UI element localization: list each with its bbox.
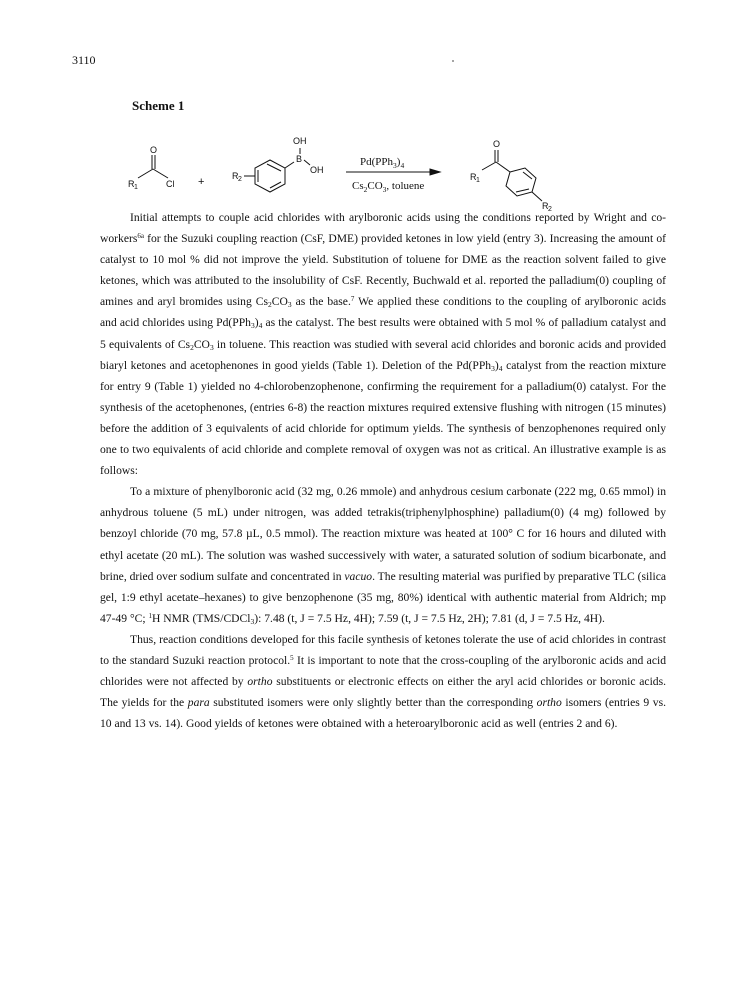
product-r2-subscript: 2 <box>548 206 552 213</box>
ketone-product-structure <box>482 150 542 201</box>
carbonyl-oxygen-label: O <box>150 145 158 155</box>
paragraph-initial-attempts: Initial attempts to couple acid chlorides with arylboronic acids using the conditions reported by Wright and co-workers$^{6a}$ for the Suzuki coupling reaction (CsF, DME) provided ketones in low yield (entry 3). Increasing the amount of catalyst to 10 mol % did not improve the yield. Substitution of toluene for DME as the reaction solvent failed to give ketones, which was attributed to the insolubility of CsF. Recently, Buchwald et al. reported the palladium(0) coupling of amines and aryl bromides using $Cs_2CO_3$ as the base.$^7$ We applied these conditions to the coupling of arylboronic acids and acid chlorides using $Pd(PPh_3)_4$ as the catalyst. The best results were obtained with 5 mol % of palladium catalyst and 5 equivalents of $Cs_2CO_3$ in toluene. This reaction was studied with several acid chlorides and boronic acids and provided biaryl ketones and acetophenones in good yields (Table 1). Deletion of the $Pd(PPh_3)_4$ catalyst from the reaction mixture for entry 9 (Table 1) yielded no 4-chlorobenzophenone, confirming the requirement for a palladium(0) catalyst. For the synthesis of the acetophenones, (entries 6-8) the reaction mixtures required extensive flushing with nitrogen (15 minutes) before the addition of 3 equivalents of acid chloride for optimum yields. The synthesis of benzophenones required only one to two equivalents of acid chloride and complete removal of oxygen was not as critical. An illustrative example is as follows: <box>100 211 667 478</box>
chlorine-label: Cl <box>166 179 175 189</box>
boronic-oh-top-label: OH <box>293 136 307 146</box>
product-r1-subscript: 1 <box>476 177 480 184</box>
r1-subscript: 1 <box>134 184 138 191</box>
scheme-title: Scheme 1 <box>132 98 185 113</box>
page-number: 3110 <box>72 53 96 67</box>
product-r1-label: R <box>470 172 477 182</box>
boron-label: B <box>296 154 303 164</box>
paragraph-conclusion: Thus, reaction conditions developed for this facile synthesis of ketones tolerate the use of acid chlorides in contrast to the standard Suzuki reaction protocol.$^5$ It is important to note that the cross-coupling of the arylboronic acids and acid chlorides were not affected by ortho substituents or electronic effects on either the aryl acid chlorides or boronic acids. The yields for the para substituted isomers were only slightly better than the corresponding ortho isomers (entries 9 vs. 10 and 13 vs. 14). Good yields of ketones were obtained with a heteroarylboronic acid as well (entries 2 and 6). <box>100 632 666 731</box>
plus-sign: + <box>198 176 205 188</box>
r2-label: R <box>232 171 239 181</box>
product-r2-label: R <box>542 201 549 211</box>
reagent-below: $Cs_2CO_3$, toluene <box>352 180 425 194</box>
r2-subscript: 2 <box>238 176 242 183</box>
article-body <box>100 207 666 734</box>
product-oxygen-label: O <box>493 139 501 149</box>
acid-chloride-structure <box>138 155 168 178</box>
paragraph-experimental-example: To a mixture of phenylboronic acid (32 mg, 0.26 mmole) and anhydrous cesium carbonate (222 mg, 0.65 mmol) in anhydrous toluene (5 mL) under nitrogen, was added tetrakis(triphenylphosphine) palladium(0) (4 mg) followed by benzoyl chloride (70 mg, 57.8 µL, 0.5 mmol). The reaction mixture was heated at 100° C for 16 hours and diluted with ethyl acetate (20 mL). The solution was washed successively with water, a saturated solution of sodium bicarbonate, and brine, dried over sodium sulfate and concentrated in vacuo. The resulting material was purified by preparative TLC (silica gel, 1:9 ethyl acetate–hexanes) to give benzophenone (35 mg, 80%) identical with authentic material from Aldrich; mp 47-49 °C; $^1$H NMR (TMS/CDCl$_3$): 7.48 (t, J = 7.5 Hz, 4H); 7.59 (t, J = 7.5 Hz, 2H); 7.81 (d, J = 7.5 Hz, 4H). <box>100 485 666 626</box>
boronic-oh-right-label: OH <box>310 165 324 175</box>
reagent-above: $Pd(PPh_3)_4$ <box>360 156 405 170</box>
stray-mark <box>452 60 454 62</box>
r1-label: R <box>128 179 135 189</box>
reaction-scheme <box>120 128 600 213</box>
